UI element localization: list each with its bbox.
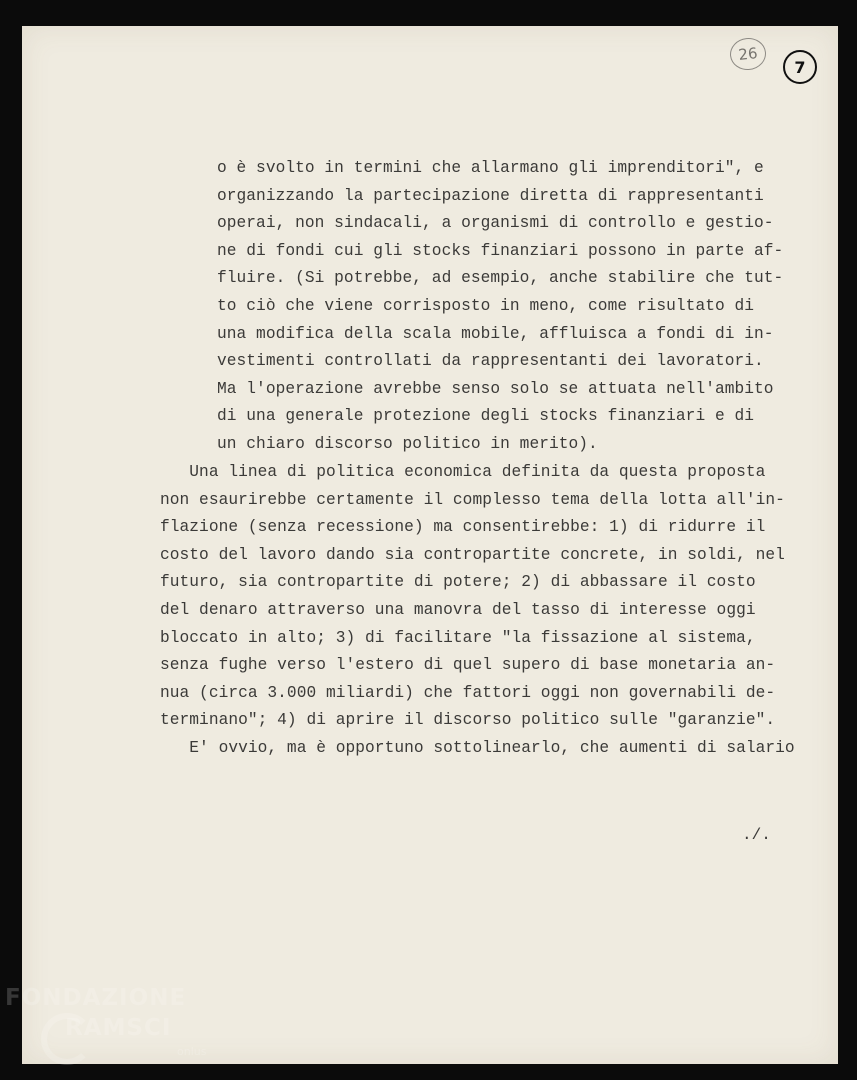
- text-line: di una generale protezione degli stocks finanziari e di: [217, 407, 755, 426]
- text-line: un chiaro discorso politico in merito).: [217, 434, 598, 453]
- text-line: Una linea di politica economica definita da questa proposta: [160, 463, 766, 481]
- continuation-mark: ./.: [742, 826, 771, 844]
- text-line: ne di fondi cui gli stocks finanziari possono in parte af-: [217, 241, 784, 260]
- text-line: futuro, sia contropartite di potere; 2) di abbassare il costo: [160, 573, 756, 592]
- text-line: flazione (senza recessione) ma consentirebbe: 1) di ridurre il: [160, 518, 766, 537]
- archive-page-number: 26: [737, 44, 759, 64]
- text-line: bloccato in alto; 3) di facilitare "la fissazione al sistema,: [160, 628, 756, 647]
- text-line: non esaurirebbe certamente il complesso tema della lotta all'in-: [160, 490, 785, 509]
- indented-quote-block: [217, 155, 783, 459]
- text-line: terminano"; 4) di aprire il discorso politico sulle "garanzie".: [160, 711, 776, 730]
- text-line: E' ovvio, ma è opportuno sottolinearlo, che aumenti di salario: [160, 738, 795, 757]
- text-line: organizzando la partecipazione diretta di rappresentanti: [217, 186, 764, 205]
- text-line: fluire. (Si potrebbe, ad esempio, anche stabilire che tut-: [217, 269, 784, 288]
- text-line: nua (circa 3.000 miliardi) che fattori oggi non governabili de-: [160, 683, 776, 702]
- text-line: vestimenti controllati da rappresentanti dei lavoratori.: [217, 352, 764, 371]
- text-line: una modifica della scala mobile, affluisca a fondi di in-: [217, 324, 774, 343]
- text-line: o è svolto in termini che allarmano gli imprenditori", e: [217, 159, 764, 177]
- text-line: costo del lavoro dando sia contropartite concrete, in soldi, nel: [160, 545, 785, 564]
- text-line: operai, non sindacali, a organismi di controllo e gestio-: [217, 214, 774, 233]
- text-line: del denaro attraverso una manovra del tasso di interesse oggi: [160, 600, 756, 619]
- page-number-stamp: [783, 50, 817, 84]
- text-line: Ma l'operazione avrebbe senso solo se attuata nell'ambito: [217, 379, 774, 398]
- text-line: to ciò che viene corrisposto in meno, come risultato di: [217, 296, 755, 315]
- page-number: 7: [794, 57, 806, 77]
- body-paragraphs: [160, 459, 795, 763]
- text-line: senza fughe verso l'estero di quel supero di base monetaria an-: [160, 656, 776, 675]
